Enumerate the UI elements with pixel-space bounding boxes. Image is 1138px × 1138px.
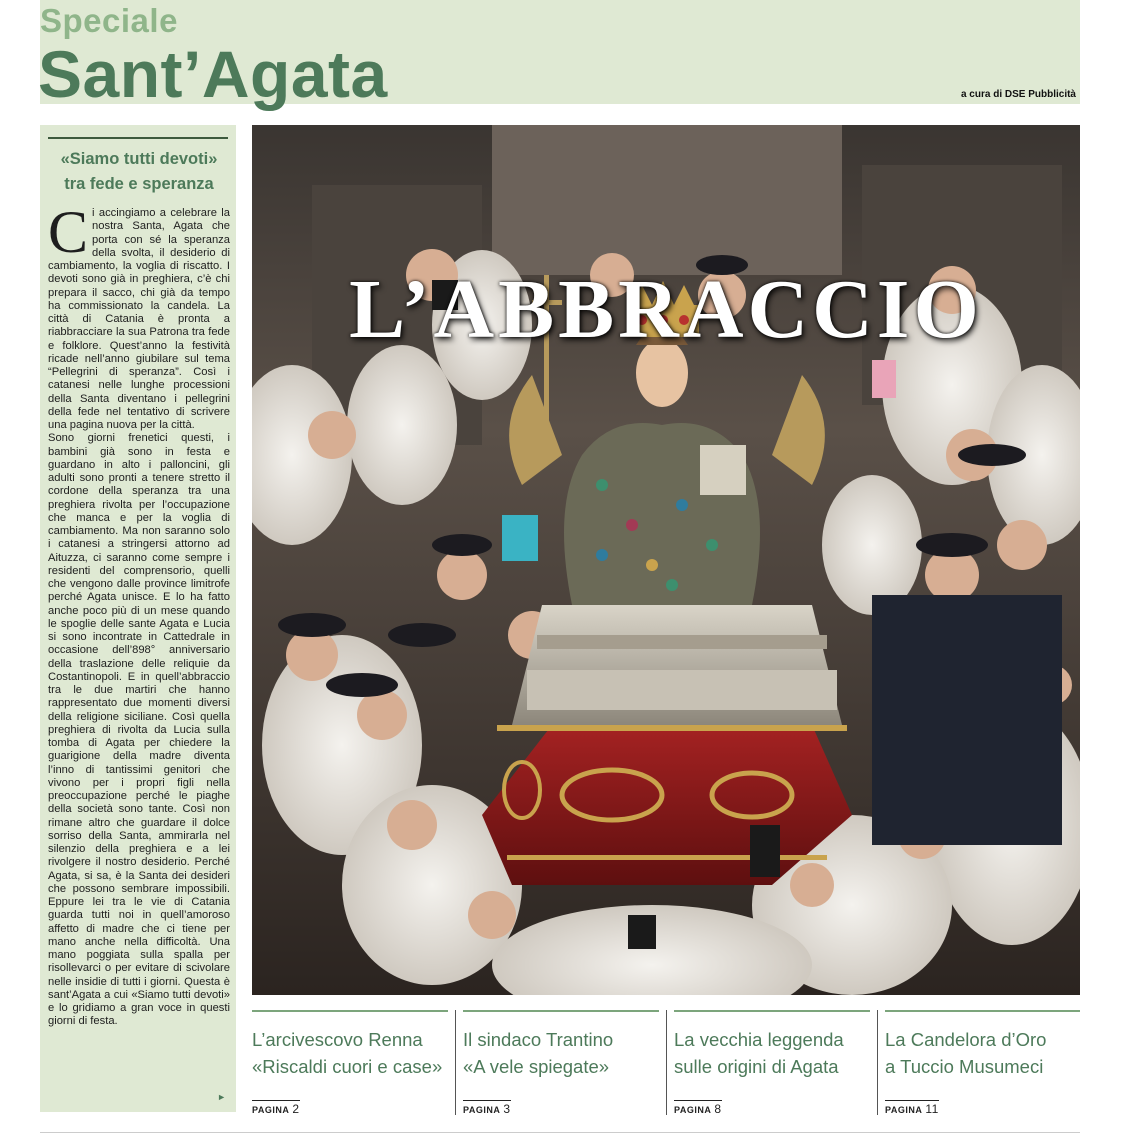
editorial-paragraph-2: Sono giorni frenetici questi, i bambini già sono in festa e guardano in alto i palloncini, gli adulti sono pronti a tenere stretto il cordone della speranza tra una preghiera rivolta per l’occupazione che manca e per la voglia di cambiamento. Ma non saranno solo i catanesi a stringersi attorno ad Aituzza, ci saranno come sempre i residenti del comprensorio, quelli che vengono dalle province limitrofe perché Agata unisce. E lo ha fatto anche poco più di un mese quando le spoglie delle sante Agata e Lucia si sono incontrate in Cattedrale in occasione dell’898° anniversario della traslazione delle reliquie da Costantinopoli. E in quell’abbraccio tra le due martiri che hanno rappresentato due momenti diversi della religione siciliane. Così quella preghiera di rivolta da Lucia sulla tomba di Agata per chiedere la guarigione della madre diventa l’inno di tantissimi genitori che vivono per i propri figli nella preoccupazione perché le piaghe della società sono tante. Così non rimane altro che guardare il dolce sorriso della Santa, ammirarla nel silenzio della preghiera e a lei rivolgere il nostro desiderio. Perché Agata, si sa, è la Santa dei desideri che possono sembrare impossibili. Eppure lei tra le vie di Catania guarda tutti noi in quell’amoroso affetto di madre che ci tiene per mano anche nella difficoltà. Una mano poggiata sulla spalla per risollevarci o per evitare di scivolare nelle insidie di tutti i giorni. Questa è sant’Agata a cui «Siamo tutti devoti» e lo gridiamo a gran voce in questi giorni di festa. [48, 432, 230, 1028]
page-label: PAGINA [885, 1105, 923, 1115]
page-number: 2 [292, 1102, 300, 1116]
teaser-title [885, 1026, 1080, 1080]
page-reference[interactable] [463, 1100, 511, 1116]
page-number: 11 [925, 1102, 939, 1116]
teaser-title-line-2: «Riscaldi cuori e case» [252, 1056, 443, 1077]
page-reference[interactable] [674, 1100, 722, 1116]
main-photo[interactable] [252, 125, 1080, 995]
teaser-title [252, 1026, 448, 1080]
teaser-divider [877, 1010, 878, 1115]
section-title: Sant’Agata [38, 37, 388, 111]
teaser-leggenda[interactable] [674, 1010, 870, 1120]
page-reference[interactable] [252, 1100, 300, 1116]
teaser-title-line-1: La Candelora d’Oro [885, 1029, 1047, 1050]
page-number: 8 [714, 1102, 722, 1116]
editorial-title-line-1: «Siamo tutti devoti» [60, 150, 218, 168]
teaser-divider [666, 1010, 667, 1115]
editorial-title-line-2: tra fede e speranza [64, 175, 214, 193]
bottom-divider [40, 1132, 1080, 1133]
teaser-title-line-1: Il sindaco Trantino [463, 1029, 614, 1050]
editorial-body [48, 207, 230, 1103]
teaser-title-line-1: L’arcivescovo Renna [252, 1029, 423, 1050]
section-kicker: Speciale [40, 2, 178, 39]
editorial-paragraph-1: i accingiamo a celebrare la nostra Santa, Agata che porta con sé la speranza della svolta, il desiderio di cambiamento, la voglia di riscatto. I devoti sono già in preghiera, c’è chi prepara il sacco, chi già da tempo ha commissionato la candela. La città di Catania è pronta a riabbracciare la sua Patrona tra fede e folklore. Quest’anno la festività ricade nell’anno giubilare sul tema “Pellegrini di speranza”. Così i catanesi nelle lunghe processioni della Santa diventano i pellegrini della fede nel tentativo di scrivere una pagina nuova per la città. [48, 207, 230, 431]
editorial-title[interactable] [48, 147, 230, 197]
credit-line: a cura di DSE Pubblicità [960, 89, 1076, 100]
teaser-arcivescovo[interactable] [252, 1010, 448, 1120]
drop-cap: C [48, 207, 89, 265]
teaser-candelora[interactable] [885, 1010, 1080, 1120]
teaser-title-line-2: «A vele spiegate» [463, 1056, 610, 1077]
triangle-right-icon: ► [217, 1092, 226, 1102]
teaser-rule [674, 1010, 870, 1012]
editorial-sidebar [40, 125, 236, 1112]
teaser-rule [885, 1010, 1080, 1012]
teaser-title [674, 1026, 870, 1080]
page-label: PAGINA [252, 1105, 290, 1115]
sidebar-rule [48, 137, 228, 139]
page-reference[interactable] [885, 1100, 939, 1116]
teaser-title [463, 1026, 659, 1080]
teaser-title-line-2: sulle origini di Agata [674, 1056, 839, 1077]
teaser-title-line-1: La vecchia leggenda [674, 1029, 844, 1050]
procession-illustration [252, 125, 1080, 995]
page-number: 3 [503, 1102, 511, 1116]
page-label: PAGINA [463, 1105, 501, 1115]
teaser-divider [455, 1010, 456, 1115]
teaser-sindaco[interactable] [463, 1010, 659, 1120]
teaser-rule [463, 1010, 659, 1012]
teaser-rule [252, 1010, 448, 1012]
photo-headline: L’ABBRACCIO [349, 263, 983, 356]
teaser-title-line-2: a Tuccio Musumeci [885, 1056, 1044, 1077]
page-label: PAGINA [674, 1105, 712, 1115]
